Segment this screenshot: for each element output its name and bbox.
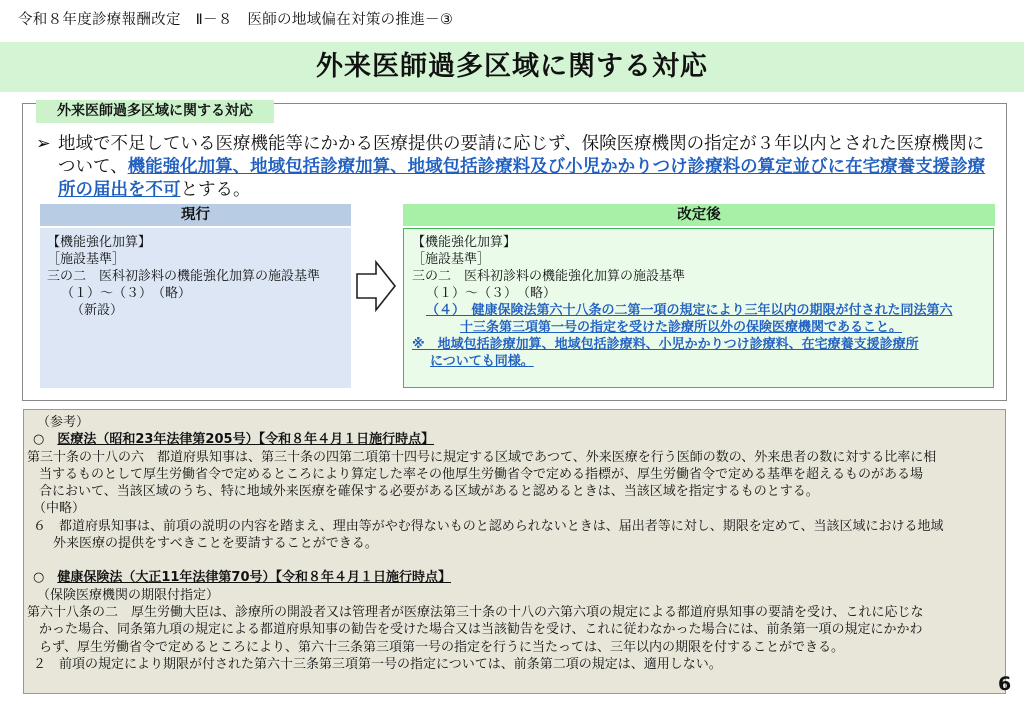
breadcrumb: 令和８年度診療報酬改定 Ⅱ－８ 医師の地域偏在対策の推進－③ — [18, 12, 454, 28]
law1-line: 合において、当該区域のうち、特に地域外来医療を確保する必要がある区域があると認めるときは、当該区域を指定するものとする。 — [39, 484, 819, 500]
current-line: ［施設基準］ — [47, 252, 126, 267]
revised-line: 【機能強化加算】 — [412, 235, 517, 250]
current-line: （１）～（３） （略） — [61, 286, 192, 301]
law2-line: ２ 前項の規定により期限が付された第六十三条第三項第一号の指定については、前条第二項の規定は、適用しない。 — [33, 656, 722, 672]
current-line: 三の二 医科初診料の機能強化加算の施設基準 — [47, 269, 321, 284]
law1-heading: ○ 医療法（昭和23年法律第205号）【令和８年４月１日施行時点】 — [33, 432, 435, 448]
revised-text — [412, 234, 990, 370]
law1-line: 第三十条の十八の六 都道府県知事は、第三十条の四第二項第十四号に規定する区域であつて、外来医療を行う医師の数の、外来患者の数に対する比率に相 — [27, 449, 937, 465]
current-line: （新設） — [71, 303, 124, 318]
revised-line: （１）～（３） （略） — [426, 286, 557, 301]
law1-item6-line: 外来医療の提供をすべきことを要請することができる。 — [53, 536, 378, 552]
law2-heading: ○ 健康保険法（大正11年法律第70号）【令和８年４月１日施行時点】 — [33, 570, 452, 586]
page-title: 外来医師過多区域に関する対応 — [316, 51, 708, 82]
law1-title: 医療法（昭和23年法律第205号）【令和８年４月１日施行時点】 — [57, 432, 435, 448]
law2-line: かった場合、同条第九項の規定による都道府県知事の勧告を受けた場合又は当該勧告を受け、これに従わなかった場合には、前条第一項の規定にかかわ — [39, 622, 923, 638]
reference-label: （参考） — [37, 415, 90, 430]
intro-suffix: とする。 — [180, 180, 251, 200]
law1-line: 当するものとして厚生労働省令で定めるところにより算定した率その他厚生労働省令で定める指標が、厚生労働省令で定める基準を超えるものがある場 — [39, 466, 924, 482]
current-heading: 現行 — [40, 204, 351, 226]
current-line: 【機能強化加算】 — [47, 235, 152, 250]
intro-text: 地域で不足している医療機能等にかかる医療提供の要請に応じず、保険医療機関の指定が３年以内とされた医療機関について、 — [58, 134, 985, 177]
revised-new-item-cont: 十三条第三項第一号の指定を受けた診療所以外の保険医療機関であること。 — [460, 320, 903, 335]
law2-title: 健康保険法（大正11年法律第70号）【令和８年４月１日施行時点】 — [57, 570, 452, 586]
law2-caption: （保険医療機関の期限付指定） — [37, 587, 220, 603]
revised-heading: 改定後 — [403, 204, 995, 226]
revised-line: ［施設基準］ — [412, 252, 491, 267]
omitted-label: （中略） — [33, 501, 86, 517]
revised-line: 三の二 医科初診料の機能強化加算の施設基準 — [412, 269, 686, 284]
law2-line: 第六十八条の二 厚生労働大臣は、診療所の開設者又は管理者が医療法第三十条の十八の六第六項の規定による都道府県知事の要請を受け、これに応じな — [27, 604, 924, 620]
intro-paragraph — [36, 133, 996, 202]
revised-new-item: （４） 健康保険法第六十八条の二第一項の規定により三年以内の期限が付された同法第六 — [426, 303, 953, 318]
law2-line: らず、厚生労働省令で定めるところにより、第六十三条第三項第一号の指定を行うに当たっては、三年以内の期限を付することができる。 — [39, 639, 844, 655]
intro-highlight: 機能強化加算、地域包括診療加算、地域包括診療料及び小児かかりつけ診療料の算定並びに在宅療養支援診療所の届出を不可 — [58, 157, 986, 200]
current-text — [47, 234, 347, 319]
revised-note: ※ 地域包括診療加算、地域包括診療料、小児かかりつけ診療料、在宅療養支援診療所 — [412, 337, 919, 352]
right-arrow-icon — [354, 258, 398, 314]
law1-item6-line: ６ 都道府県知事は、前項の説明の内容を踏まえ、理由等がやむ得ないものと認められないときは、届出者等に対し、期限を定めて、当該区域における地域 — [33, 518, 944, 534]
section-tab: 外来医師過多区域に関する対応 — [36, 100, 274, 123]
revised-note-cont: についても同様。 — [430, 354, 534, 369]
page-number: 6 — [998, 673, 1012, 695]
bullet-arrow-icon: ➢ — [36, 134, 51, 154]
reference-text — [27, 414, 998, 673]
